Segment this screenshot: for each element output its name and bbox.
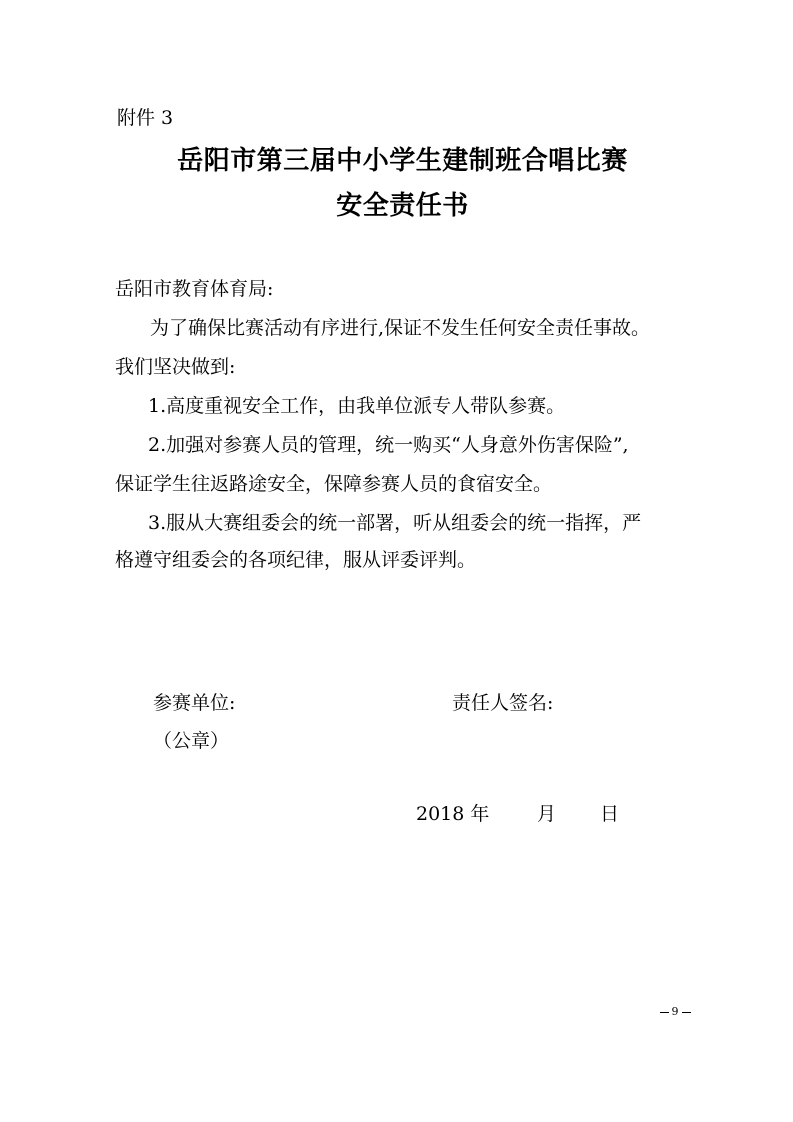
responsible-person-signature-label: 责任人签名:: [452, 692, 554, 714]
page-number-left-dash: [660, 1012, 669, 1013]
recipient-line: 岳阳市教育体育局:: [115, 278, 274, 300]
commitment-item-2-line2: 保证学生往返路途安全，保障参赛人员的食宿安全。: [115, 473, 553, 495]
date-month: 月: [537, 803, 557, 825]
commitment-item-2-line1: 2.加强对参赛人员的管理，统一购买“人身意外伤害保险”,: [148, 434, 629, 456]
document-title-line1: 岳阳市第三届中小学生建制班合唱比赛: [177, 146, 628, 176]
page-number-right-dash: [682, 1012, 691, 1013]
page-number: [655, 1004, 695, 1020]
attachment-label: 附件 3: [117, 107, 174, 129]
official-seal-label: （公章）: [153, 730, 230, 752]
commitment-item-1: 1.高度重视安全工作，由我单位派专人带队参赛。: [148, 395, 566, 417]
commitment-item-3-line1: 3.服从大赛组委会的统一部署，听从组委会的统一指挥，严: [148, 512, 642, 534]
participating-unit-label: 参赛单位:: [153, 692, 236, 714]
date-year: 2018 年: [416, 803, 490, 825]
page-number-value: 9: [671, 1005, 679, 1018]
intro-paragraph-line1: 为了确保比赛活动有序进行,保证不发生任何安全责任事故。: [150, 317, 651, 339]
commitment-item-3-line2: 格遵守组委会的各项纪律，服从评委评判。: [115, 549, 477, 571]
document-title-line2: 安全责任书: [336, 191, 469, 221]
date-day: 日: [600, 803, 620, 825]
intro-paragraph-line2: 我们坚决做到:: [115, 356, 236, 378]
